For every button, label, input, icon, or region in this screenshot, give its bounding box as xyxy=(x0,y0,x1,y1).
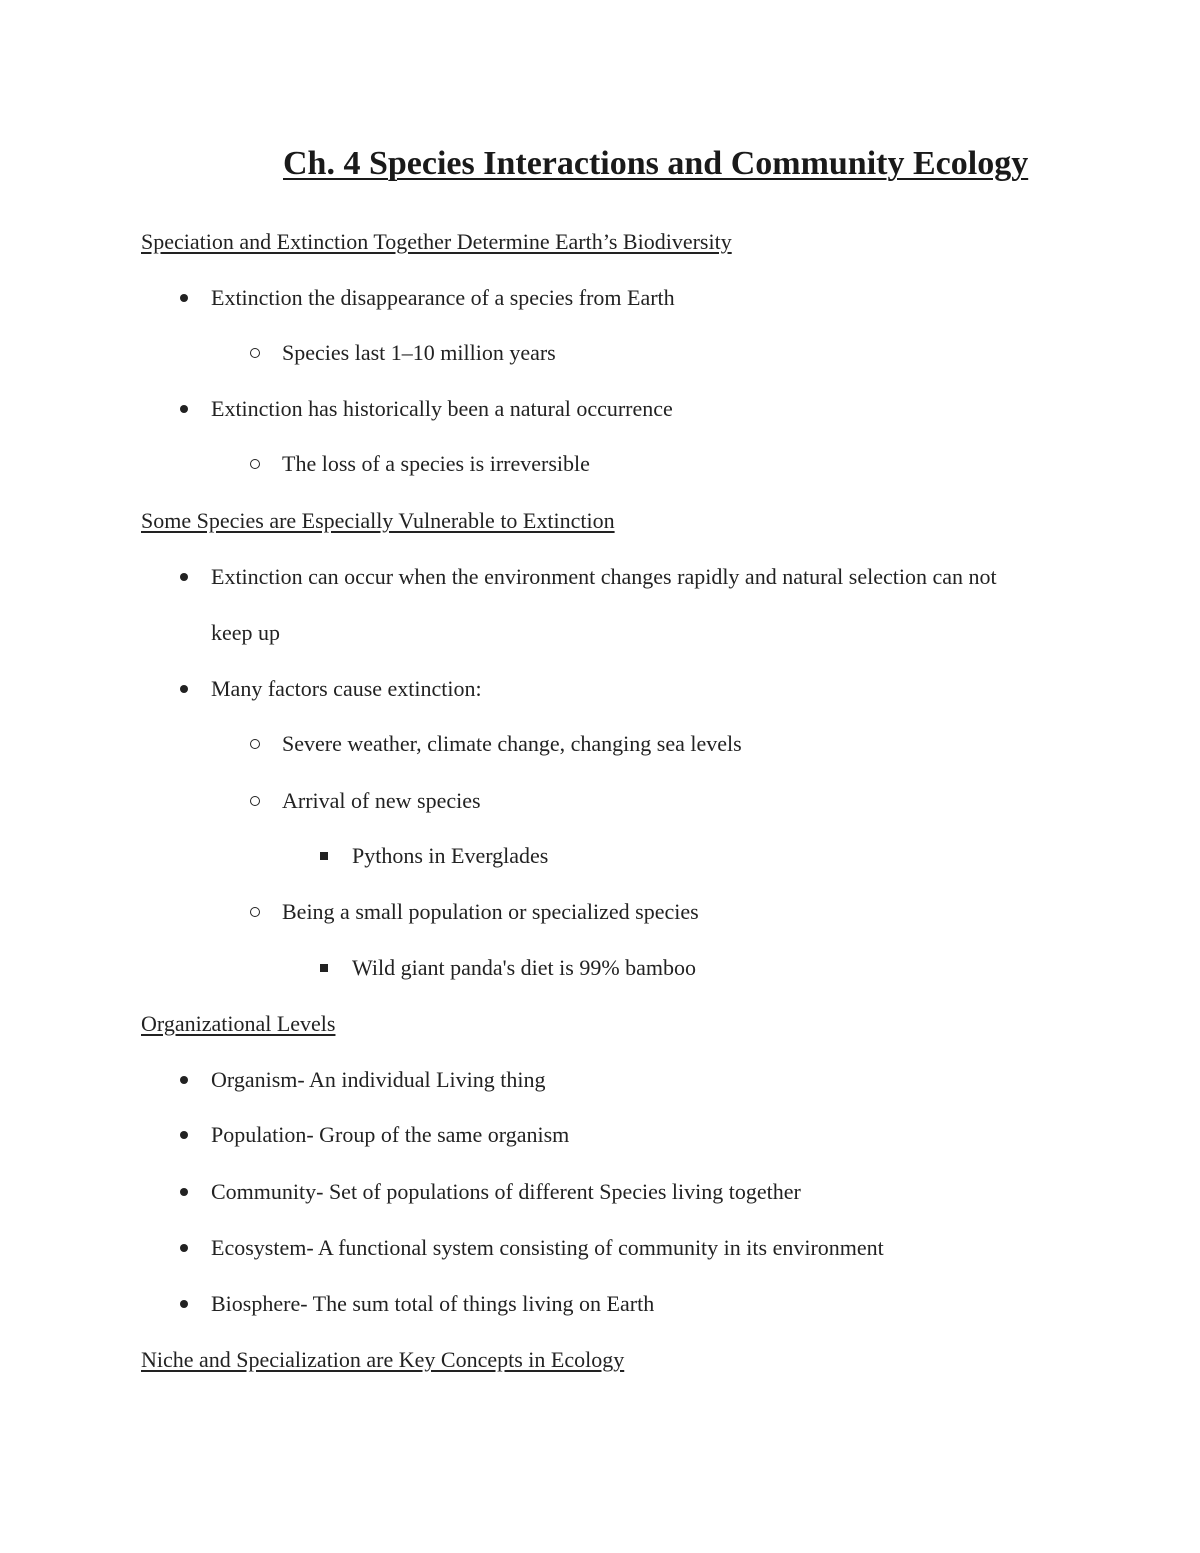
list-item: Biosphere- The sum total of things living on Earth xyxy=(211,1291,655,1316)
list-item: Organism- An individual Living thing xyxy=(211,1067,546,1092)
section-heading-niche: Niche and Specialization are Key Concepts in Ecology xyxy=(141,1347,625,1372)
hollow-circle-bullet-icon xyxy=(250,739,260,749)
list-item: Extinction has historically been a natural occurrence xyxy=(211,396,673,421)
list-item: Many factors cause extinction: xyxy=(211,676,482,701)
page-title: Ch. 4 Species Interactions and Community Ecology xyxy=(283,145,1029,182)
filled-circle-bullet-icon xyxy=(180,1076,188,1084)
filled-circle-bullet-icon xyxy=(180,1188,188,1196)
filled-circle-bullet-icon xyxy=(180,1131,188,1139)
filled-circle-bullet-icon xyxy=(180,685,188,693)
list-item: Extinction the disappearance of a species from Earth xyxy=(211,285,675,310)
section-heading-speciation: Speciation and Extinction Together Determine Earth’s Biodiversity xyxy=(141,229,732,254)
list-item: Severe weather, climate change, changing sea levels xyxy=(282,731,742,756)
list-item: Ecosystem- A functional system consisting of community in its environment xyxy=(211,1235,884,1260)
list-item: Species last 1–10 million years xyxy=(282,340,556,365)
square-bullet-icon xyxy=(320,964,328,972)
hollow-circle-bullet-icon xyxy=(250,459,260,469)
filled-circle-bullet-icon xyxy=(180,294,188,302)
list-item: Community- Set of populations of different Species living together xyxy=(211,1179,801,1204)
filled-circle-bullet-icon xyxy=(180,573,188,581)
filled-circle-bullet-icon xyxy=(180,1244,188,1252)
hollow-circle-bullet-icon xyxy=(250,348,260,358)
list-item: The loss of a species is irreversible xyxy=(282,451,590,476)
list-item: Arrival of new species xyxy=(282,788,481,813)
list-item-continuation: keep up xyxy=(211,620,281,645)
list-item: Pythons in Everglades xyxy=(352,843,549,868)
list-item: Population- Group of the same organism xyxy=(211,1122,570,1147)
section-heading-organizational-levels: Organizational Levels xyxy=(141,1011,336,1036)
section-heading-vulnerable: Some Species are Especially Vulnerable to Extinction xyxy=(141,508,615,533)
square-bullet-icon xyxy=(320,852,328,860)
filled-circle-bullet-icon xyxy=(180,405,188,413)
hollow-circle-bullet-icon xyxy=(250,796,260,806)
list-item: Extinction can occur when the environment changes rapidly and natural selection can not xyxy=(211,564,997,589)
filled-circle-bullet-icon xyxy=(180,1300,188,1308)
list-item: Wild giant panda's diet is 99% bamboo xyxy=(352,955,697,980)
list-item: Being a small population or specialized species xyxy=(282,899,699,924)
hollow-circle-bullet-icon xyxy=(250,907,260,917)
